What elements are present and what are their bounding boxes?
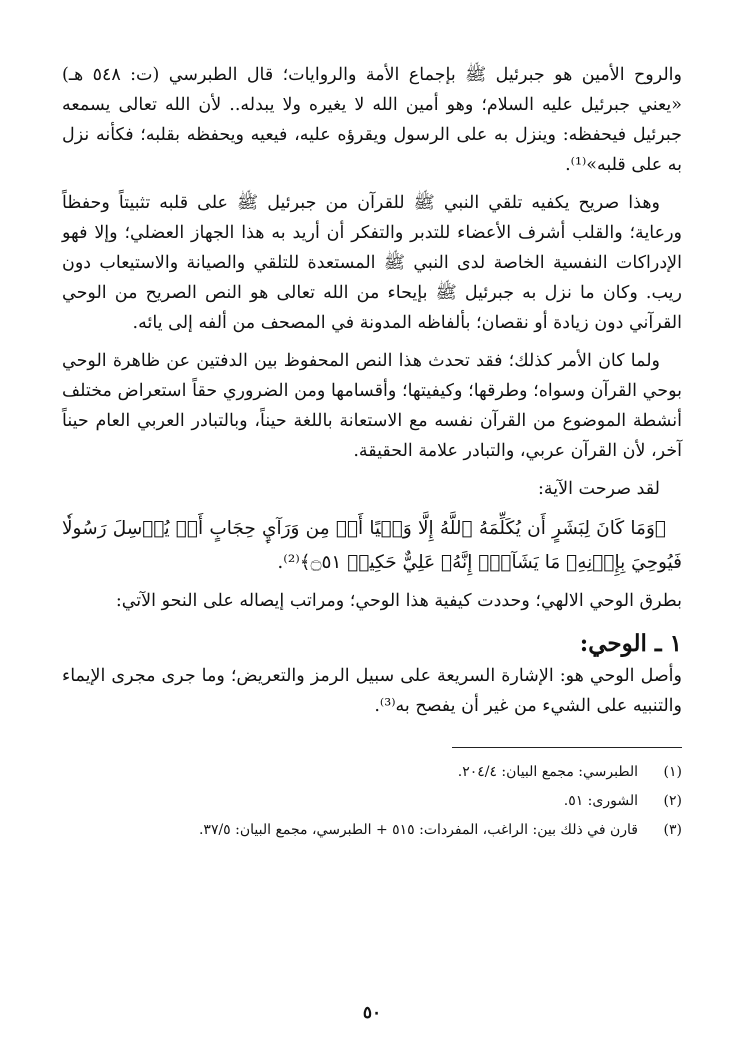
page-number: ٥٠ bbox=[362, 1003, 382, 1023]
footnote-1 bbox=[62, 758, 682, 787]
paragraph-nass: ولما كان الأمر كذلك؛ فقد تحدث هذا النص المحفوظ بين الدفتين عن ظاهرة الوحي بوحي القرآن وسواه؛ وطرقها؛ وكيفيتها؛ وأقسامها ومن الضروري حقاً استعراض مختلف أنشطة الموضوع من القرآن نفسه مع الاستعانة باللغة حيناً، وبالتبادر العربي العام حيناً آخر، لأن القرآن عربي، والتبادر علامة الحقيقة. bbox=[62, 351, 682, 461]
paragraph-ruh-amin: والروح الأمين هو جبرئيل ﷺ بإجماع الأمة والروايات؛ قال الطبرسي (ت: ٥٤٨ هـ) «يعني جبرئيل عليه السلام؛ وهو أمين الله لا يغيره ولا يبدله.. لأن الله تعالى يسمعه جبرئيل فيحفظه: وينزل به على الرسول ويقرؤه عليه، فيعيه ويحفظه بقلبه؛ فكأنه نزل به على قلبه»⁽¹⁾. bbox=[62, 65, 682, 175]
footnotes bbox=[62, 758, 682, 845]
paragraph-talaqqi: وهذا صريح يكفيه تلقي النبي ﷺ للقرآن من جبرئيل ﷺ على قلبه تثبيتاً وحفظاً ورعاية؛ والقلب أشرف الأعضاء للتدبر والتفكر أن أريد به هذا الجهاز العضلي؛ وإلا فهو الإدراكات النفسية الخاصة لدى النبي ﷺ المستعدة للتلقي والصيانة والاستيعاب دون ريب. وكان ما نزل به جبرئيل ﷺ بإيحاء من الله تعالى هو النص الصريح من الوحي القرآني دون زيادة أو نقصان؛ بألفاظه المدونة في المصحف من ألفه إلى يائه. bbox=[62, 193, 682, 333]
footnote-number: (٣) bbox=[663, 822, 682, 838]
footnote-text: قارن في ذلك بين: الراغب، المفردات: ٥١٥ + الطبرسي، مجمع البيان: ٣٧/٥. bbox=[198, 822, 638, 838]
footnote-divider bbox=[452, 747, 682, 748]
section-heading: ١ ـ الوحي: bbox=[579, 630, 682, 657]
footnote-number: (١) bbox=[663, 764, 682, 780]
paragraph-verse-intro: لقد صرحت الآية: bbox=[537, 479, 660, 499]
quran-verse: ﴿وَمَا كَانَ لِبَشَرٍ أَن يُكَلِّمَهُ ٱللَّهُ إِلَّا وَحۡيًا أَوۡ مِن وَرَآيِٕ حِجَابٍ أَوۡ يُرۡسِلَ رَسُولٗا فَيُوحِيَ بِإِذۡنِهِۦ مَا يَشَآءُۚ إِنَّهُۥ عَلِيٌّ حَكِيمٞ ۝٥١﴾⁽²⁾. bbox=[62, 518, 682, 573]
footnote-2 bbox=[62, 787, 682, 816]
book-page bbox=[62, 60, 682, 845]
footnote-number: (٢) bbox=[663, 793, 682, 809]
footnote-text: الطبرسي: مجمع البيان: ٢٠٤/٤. bbox=[457, 764, 638, 780]
footnote-3 bbox=[62, 816, 682, 845]
paragraph-after-verse: بطرق الوحي الالهي؛ وحددت كيفية هذا الوحي؛ ومراتب إيصاله على النحو الآتي: bbox=[115, 591, 682, 611]
paragraph-wahy-definition: وأصل الوحي هو: الإشارة السريعة على سبيل الرمز والتعريض؛ وما جرى مجرى الإيماء والتنبيه على الشيء من غير أن يفصح به⁽³⁾. bbox=[62, 666, 682, 716]
footnote-text: الشورى: ٥١. bbox=[563, 793, 638, 809]
